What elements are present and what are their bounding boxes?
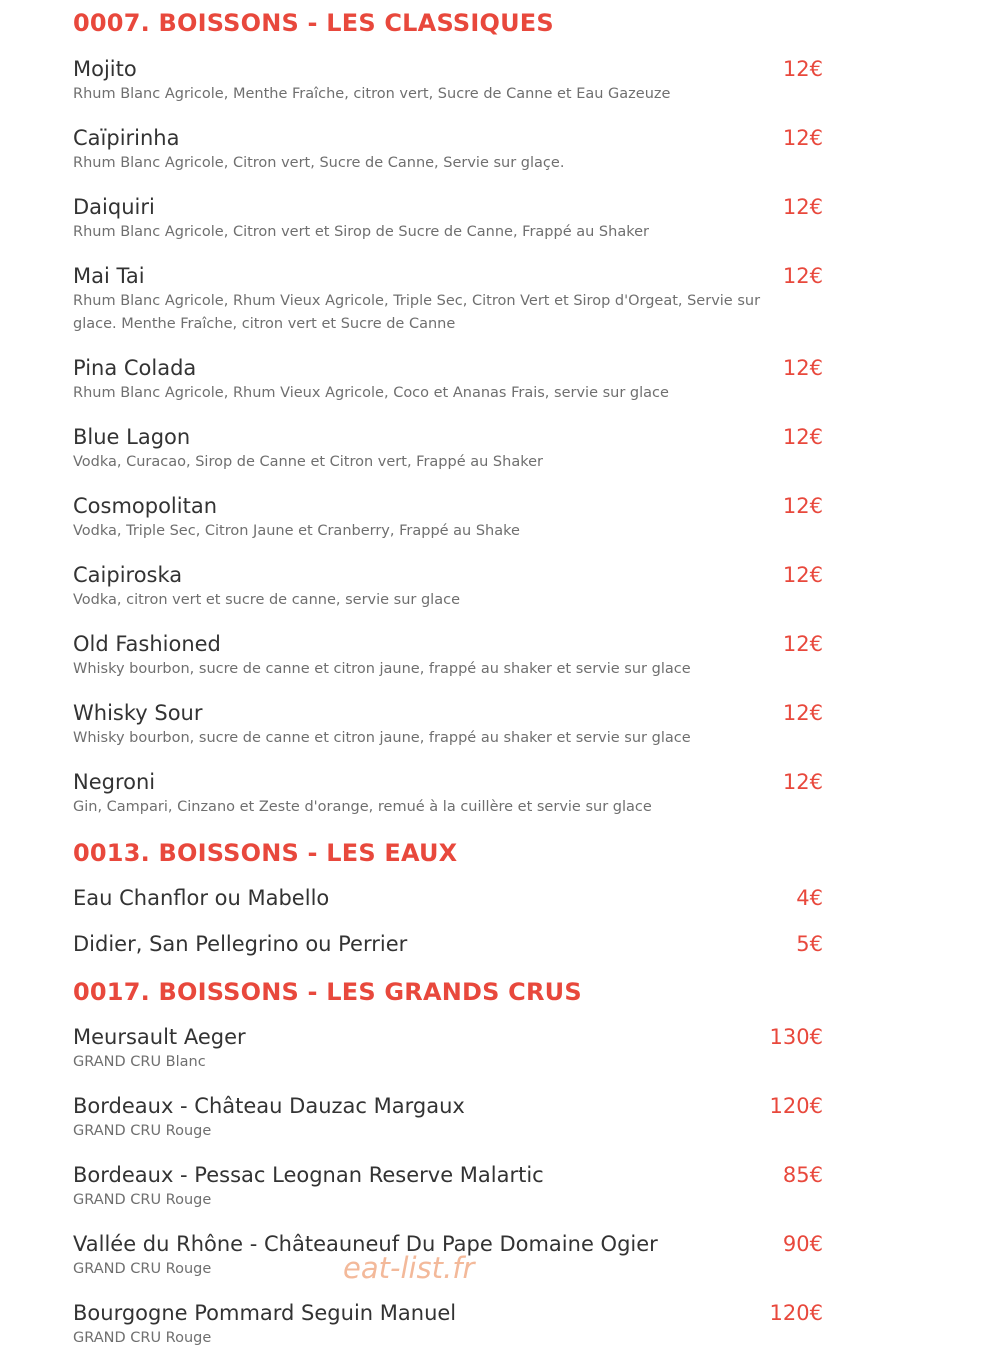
section-title-eaux: 0013. BOISSONS - LES EAUX	[73, 839, 458, 867]
item-price: 12€	[782, 632, 823, 656]
item-name: Old Fashioned	[73, 632, 221, 656]
menu-item-dauzac-margaux	[73, 1093, 833, 1143]
item-name: Bordeaux - Château Dauzac Margaux	[73, 1094, 465, 1118]
item-price: 90€	[782, 1232, 823, 1256]
menu-item-daiquiri	[73, 194, 833, 244]
item-price: 12€	[782, 264, 823, 288]
menu-item-whisky-sour	[73, 700, 833, 750]
menu-item-caipirinha	[73, 125, 833, 175]
item-description: Rhum Blanc Agricole, Menthe Fraîche, citron vert, Sucre de Canne et Eau Gazeuze	[73, 86, 671, 102]
item-description: GRAND CRU Rouge	[73, 1330, 212, 1346]
item-name: Bourgogne Pommard Seguin Manuel	[73, 1301, 457, 1325]
watermark: eat-list.fr	[343, 1251, 475, 1285]
item-price: 12€	[782, 195, 823, 219]
section-title-grands-crus: 0017. BOISSONS - LES GRANDS CRUS	[73, 978, 582, 1006]
item-description: Whisky bourbon, sucre de canne et citron jaune, frappé au shaker et servie sur glace	[73, 730, 691, 746]
item-price: 120€	[769, 1094, 823, 1118]
item-price: 12€	[782, 563, 823, 587]
item-name: Daiquiri	[73, 195, 155, 219]
item-name: Vallée du Rhône - Châteauneuf Du Pape Domaine Ogier	[73, 1232, 658, 1256]
item-price: 12€	[782, 494, 823, 518]
item-description: Vodka, Curacao, Sirop de Canne et Citron vert, Frappé au Shaker	[73, 454, 543, 470]
item-name: Whisky Sour	[73, 701, 203, 725]
item-name: Didier, San Pellegrino ou Perrier	[73, 932, 408, 956]
item-description: GRAND CRU Rouge	[73, 1261, 212, 1277]
item-name: Mai Tai	[73, 264, 145, 288]
item-name: Bordeaux - Pessac Leognan Reserve Malartic	[73, 1163, 544, 1187]
item-name: Blue Lagon	[73, 425, 191, 449]
item-price: 12€	[782, 356, 823, 380]
item-description: GRAND CRU Rouge	[73, 1123, 212, 1139]
menu-item-didier	[73, 931, 833, 957]
menu-item-pommard	[73, 1300, 833, 1350]
menu-item-negroni	[73, 769, 833, 819]
menu-item-meursault	[73, 1024, 833, 1074]
item-price: 85€	[782, 1163, 823, 1187]
menu-item-mojito	[73, 56, 833, 106]
menu-item-pina-colada	[73, 355, 833, 405]
item-description: Rhum Blanc Agricole, Citron vert et Sirop de Sucre de Canne, Frappé au Shaker	[73, 224, 649, 240]
item-price: 130€	[769, 1025, 823, 1049]
item-price: 12€	[782, 57, 823, 81]
item-name: Caïpirinha	[73, 126, 180, 150]
menu-item-blue-lagon	[73, 424, 833, 474]
menu-item-eau-chanflor	[73, 885, 833, 911]
menu-item-mai-tai	[73, 263, 833, 336]
item-description: Rhum Blanc Agricole, Rhum Vieux Agricole, Coco et Ananas Frais, servie sur glace	[73, 385, 669, 401]
item-price: 12€	[782, 770, 823, 794]
item-name: Eau Chanflor ou Mabello	[73, 886, 330, 910]
item-name: Meursault Aeger	[73, 1025, 246, 1049]
section-title-classiques: 0007. BOISSONS - LES CLASSIQUES	[73, 9, 554, 37]
item-name: Caipiroska	[73, 563, 183, 587]
item-description: Rhum Blanc Agricole, Citron vert, Sucre de Canne, Servie sur glaçe.	[73, 155, 565, 171]
item-description: Vodka, Triple Sec, Citron Jaune et Cranberry, Frappé au Shake	[73, 523, 520, 539]
item-name: Mojito	[73, 57, 137, 81]
menu-item-old-fashioned	[73, 631, 833, 681]
menu-item-cosmopolitan	[73, 493, 833, 543]
item-price: 12€	[782, 701, 823, 725]
item-description: Vodka, citron vert et sucre de canne, servie sur glace	[73, 592, 460, 608]
item-description: GRAND CRU Rouge	[73, 1192, 212, 1208]
item-price: 4€	[796, 886, 823, 910]
item-price: 120€	[769, 1301, 823, 1325]
menu-item-caipiroska	[73, 562, 833, 612]
item-name: Pina Colada	[73, 356, 197, 380]
item-price: 5€	[796, 932, 823, 956]
item-description: GRAND CRU Blanc	[73, 1054, 206, 1070]
item-name: Cosmopolitan	[73, 494, 218, 518]
item-description: Gin, Campari, Cinzano et Zeste d'orange, remué à la cuillère et servie sur glace	[73, 799, 652, 815]
item-price: 12€	[782, 126, 823, 150]
item-price: 12€	[782, 425, 823, 449]
item-description: Whisky bourbon, sucre de canne et citron jaune, frappé au shaker et servie sur glace	[73, 661, 691, 677]
item-description: Rhum Blanc Agricole, Rhum Vieux Agricole, Triple Sec, Citron Vert et Sirop d'Orgeat, Servie sur glace. Menthe Fraîche, citron vert et Sucre de Canne	[73, 293, 761, 332]
item-name: Negroni	[73, 770, 156, 794]
menu-item-pessac-leognan	[73, 1162, 833, 1212]
